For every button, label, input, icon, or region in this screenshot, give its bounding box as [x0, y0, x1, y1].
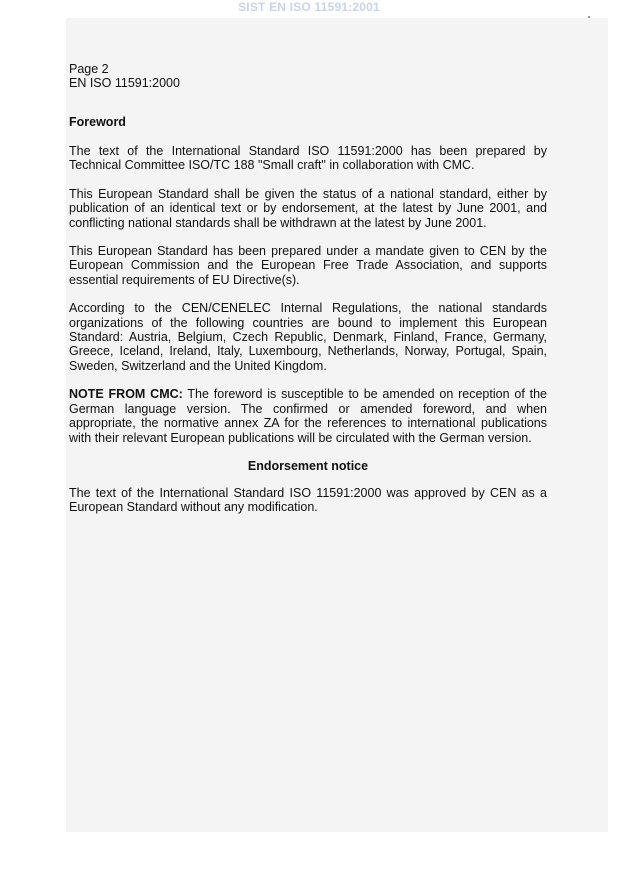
endorsement-heading: Endorsement notice: [247, 458, 369, 473]
scan-speck: [588, 16, 590, 18]
watermark: SIST EN ISO 11591:2001: [238, 0, 380, 14]
endorsement-paragraph: The text of the International Standard ISO 11591:2000 was approved by CEN as a European Standard without any modification.: [69, 485, 547, 515]
document-body: [69, 62, 547, 515]
note-label: NOTE FROM CMC:: [69, 387, 183, 402]
foreword-paragraph-4: According to the CEN/CENELEC Internal Regulations, the national standards organizations of the following countries are bound to implement this European Standard: Austria, Belgium, Czech Republic, Denmark, Finland, France, Germany, Greece, Iceland, Ireland, Italy, Luxembourg, Netherlands, Norway, Portugal, Spain, Sweden, Switzerland and the United Kingdom.: [69, 301, 547, 373]
foreword-paragraph-3: This European Standard has been prepared under a mandate given to CEN by the European Commission and the European Free Trade Association, and supports essential requirements of EU Directive(s).: [69, 244, 547, 287]
foreword-paragraph-1: The text of the International Standard ISO 11591:2000 has been prepared by Technical Committee ISO/TC 188 "Small craft" in collaboration with CMC.: [69, 144, 547, 173]
foreword-heading: Foreword: [69, 115, 126, 129]
note-text: The foreword is susceptible to be amended on reception of the German language version. The confirmed or amended foreword, and when appropriate, the normative annex ZA for the references to international publications with their relevant European publications will be circulated with the German version.: [69, 387, 547, 445]
page-number: Page 2: [69, 62, 109, 76]
foreword-paragraph-2: This European Standard shall be given the status of a national standard, either by publication of an identical text or by endorsement, at the latest by June 2001, and conflicting national standards shall be withdrawn at the latest by June 2001.: [69, 186, 547, 230]
standard-reference: EN ISO 11591:2000: [69, 76, 180, 90]
note-paragraph: [69, 387, 547, 445]
